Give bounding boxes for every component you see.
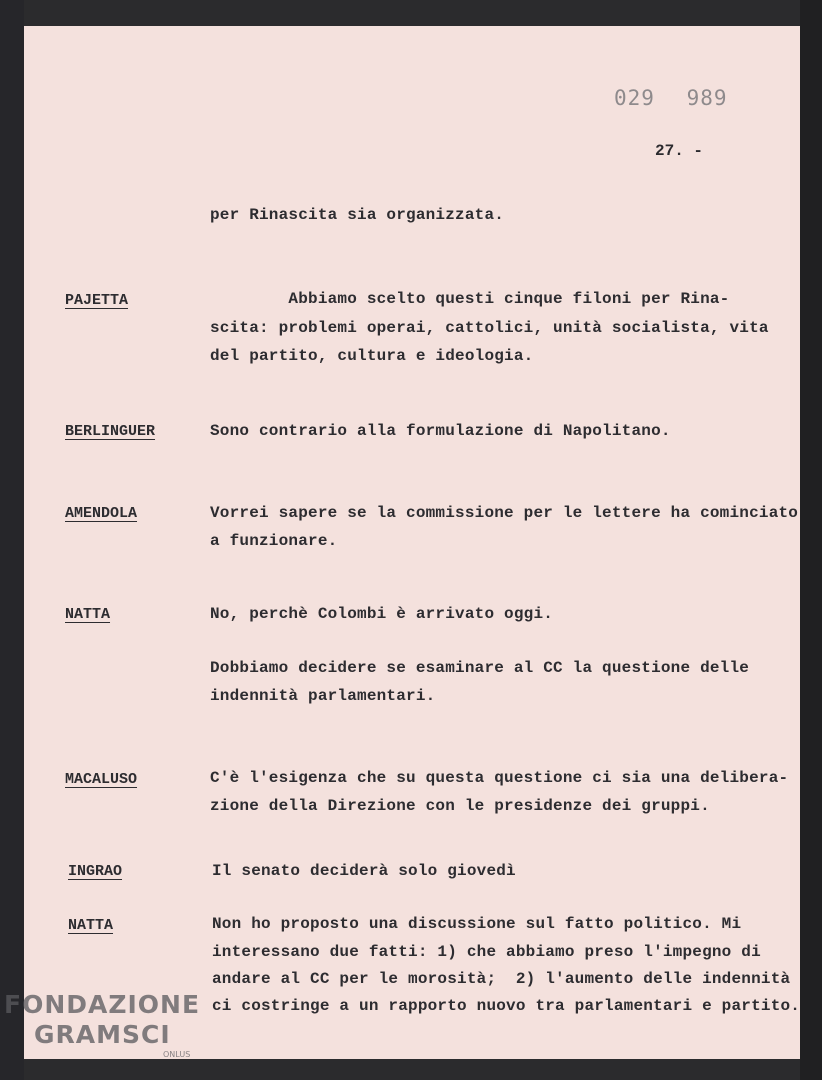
continuation-line: per Rinascita sia organizzata.	[210, 206, 505, 224]
page-number: 27. -	[655, 142, 704, 160]
macaluso-line-1: C'è l'esigenza che su questa questione ci sia una delibera-	[210, 769, 789, 787]
speaker-macaluso: MACALUSO	[65, 771, 138, 788]
natta2-line-2: interessano due fatti: 1) che abbiamo preso l'impegno di	[212, 943, 761, 961]
amendola-line-2: a funzionare.	[210, 532, 338, 550]
speaker-amendola: AMENDOLA	[65, 505, 138, 522]
speaker-natta: NATTA	[65, 606, 111, 623]
scan-frame-right	[800, 0, 822, 1080]
natta2-line-4: ci costringe a un rapporto nuovo tra parlamentari e partito.	[212, 997, 801, 1015]
natta-continuation-line-2: indennità parlamentari.	[210, 687, 436, 705]
watermark-sub: ONLUS	[163, 1050, 191, 1059]
archive-stamp-number: 029 989	[614, 86, 728, 110]
document-page	[24, 26, 800, 1059]
natta-continuation-line-1: Dobbiamo decidere se esaminare al CC la questione delle	[210, 659, 750, 677]
speaker-natta-2: NATTA	[68, 917, 114, 934]
natta2-line-1: Non ho proposto una discussione sul fatto politico. Mi	[212, 915, 742, 933]
watermark-line-1: FONDAZIONE	[4, 990, 201, 1019]
foundation-watermark-logo	[4, 990, 200, 1050]
natta-line-1: No, perchè Colombi è arrivato oggi.	[210, 605, 554, 623]
berlinguer-line-1: Sono contrario alla formulazione di Napolitano.	[210, 422, 671, 440]
ingrao-line-1: Il senato deciderà solo giovedì	[212, 862, 516, 880]
natta2-line-3: andare al CC per le morosità; 2) l'aumento delle indennità	[212, 970, 791, 988]
amendola-line-1: Vorrei sapere se la commissione per le lettere ha cominciato	[210, 504, 799, 522]
speaker-berlinguer: BERLINGUER	[65, 423, 156, 440]
pajetta-line-1: Abbiamo scelto questi cinque filoni per Rina-	[210, 290, 730, 308]
scan-frame-left	[0, 0, 24, 1080]
macaluso-line-2: zione della Direzione con le presidenze dei gruppi.	[210, 797, 710, 815]
pajetta-line-2: scita: problemi operai, cattolici, unità socialista, vita	[210, 319, 769, 337]
speaker-pajetta: PAJETTA	[65, 292, 129, 309]
watermark-line-2: GRAMSCI	[34, 1020, 171, 1049]
pajetta-line-3: del partito, cultura e ideologia.	[210, 347, 534, 365]
speaker-ingrao: INGRAO	[68, 863, 123, 880]
